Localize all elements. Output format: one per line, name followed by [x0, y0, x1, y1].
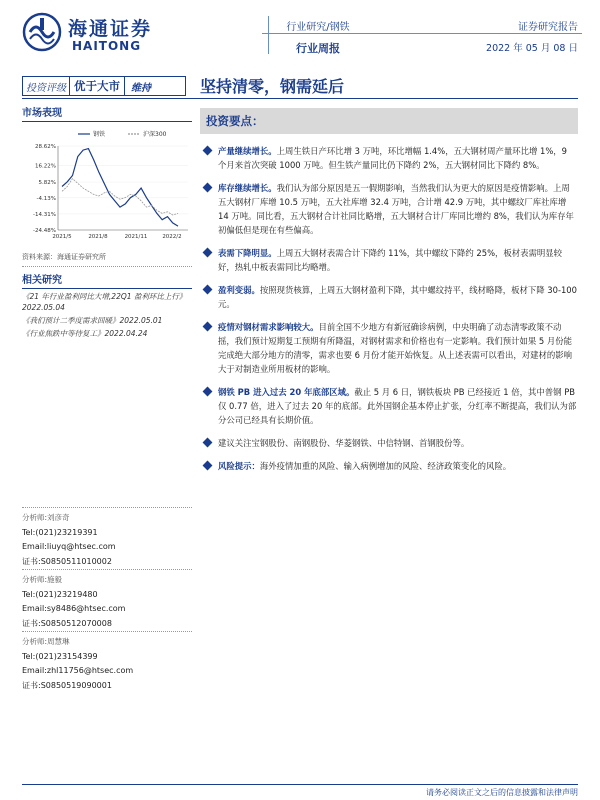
key-points-list: [200, 144, 578, 473]
key-point-text: 上周生铁日产环比增 3 万吨，环比增幅 1.4%，五大钢材周产量环比增 1%，9 个月来首次突破 1000 万吨。但生铁产量同比仍下降约 2%，五大钢材同比下降约 8%。: [218, 146, 567, 170]
key-point: [200, 320, 578, 376]
key-point-heading: 表需下降明显。: [218, 248, 277, 258]
key-point-text: 我们认为部分原因是五一假期影响，当然我们认为更大的原因是疫情影响。上周五大钢材厂库增 10.5 万吨，五大社库增 32.4 万吨，合计增 42.9 万吨，其中螺纹厂库社库增 14 万吨。同比看，五大钢材合计社同比略增，五大钢材合计厂库同比增约 8%，我们认为库存年初偏低但是现在有些偏高。: [218, 183, 574, 235]
bullet-diamond-icon: [203, 248, 213, 258]
key-point-heading: 库存继续增长。: [218, 183, 277, 193]
analyst-tel: Tel:(021)23219391: [22, 527, 98, 537]
key-point-heading: 钢铁 PB 进入过去 20 年底部区域。: [218, 387, 355, 397]
sidebar: [22, 104, 192, 693]
analyst-tel: Tel:(021)23154399: [22, 651, 98, 661]
series-line-steel: [62, 149, 178, 227]
analyst-email[interactable]: Email:liuyq@htsec.com: [22, 542, 116, 551]
rating-hold: 维持: [131, 82, 151, 94]
bullet-diamond-icon: [203, 285, 213, 295]
related-research: [22, 271, 192, 339]
key-point: [200, 459, 578, 473]
key-point-heading: 产量继续增长。: [218, 146, 277, 156]
report-category-label: 证券研究报告: [518, 22, 578, 33]
analyst-email[interactable]: Email:sy8486@htsec.com: [22, 604, 126, 613]
y-tick-label: 16.22%: [35, 163, 56, 170]
rating-value: 优于大市: [70, 77, 125, 95]
key-point: [200, 385, 578, 427]
analyst-cert: 证书:S0850512070008: [22, 618, 112, 628]
x-tick-label: 2021/8: [88, 234, 108, 240]
y-tick-label: -4.13%: [36, 195, 56, 202]
y-tick-label: 28.62%: [35, 144, 56, 150]
investment-rating-box: [22, 76, 186, 96]
market-section-title: 市场表现: [22, 104, 192, 122]
key-point: [200, 283, 578, 311]
analyst-cert: 证书:S0850519090001: [22, 680, 112, 690]
related-section-title: 相关研究: [22, 271, 192, 289]
report-header: [0, 0, 600, 72]
market-performance-chart: [22, 126, 192, 246]
bullet-diamond-icon: [203, 146, 213, 156]
legend-label: 沪深300: [143, 131, 167, 138]
y-tick-label: -14.31%: [33, 211, 56, 218]
logo-english-text: HAITONG: [72, 39, 142, 53]
y-tick-label: -24.48%: [33, 228, 56, 234]
y-tick-label: 5.82%: [38, 180, 56, 187]
company-logo: [22, 12, 182, 56]
bullet-diamond-icon: [203, 461, 213, 471]
bullet-diamond-icon: [203, 438, 213, 448]
related-item[interactable]: 《21 年行业盈利同比大增,22Q1 盈利环比上行》2022.05.04: [22, 292, 187, 312]
key-point-text: 按照现货核算，上周五大钢材盈利下降，其中螺纹持平，线材略降，板材下降 30-100 元。: [218, 285, 577, 309]
report-type-label: 行业周报: [296, 42, 340, 55]
title-rule: [22, 98, 578, 99]
analyst-block: [22, 507, 192, 569]
industry-label: 行业研究/钢铁: [286, 22, 350, 33]
analyst-name: 分析师:施毅: [22, 569, 192, 588]
key-point-heading: 风险提示：: [218, 461, 260, 471]
haitong-logo-icon: [22, 12, 62, 52]
analyst-tel: Tel:(021)23219480: [22, 589, 98, 599]
key-point-text: 建议关注宝钢股份、南钢股份、华菱钢铁、中信特钢、首钢股份等。: [218, 438, 470, 448]
disclaimer-footer[interactable]: 请务必阅读正文之后的信息披露和法律声明: [426, 788, 578, 797]
analyst-block: [22, 569, 192, 631]
header-rule: [262, 33, 582, 34]
bullet-diamond-icon: [203, 387, 213, 397]
analyst-cert: 证书:S0850511010002: [22, 556, 112, 566]
analyst-list: [22, 507, 192, 693]
key-points-heading: 投资要点：: [200, 108, 578, 134]
bullet-diamond-icon: [203, 183, 213, 193]
key-point-heading: 盈利变弱。: [218, 285, 260, 295]
key-point: [200, 436, 578, 450]
key-point-heading: 疫情对钢材需求影响较大。: [218, 322, 319, 332]
analyst-email[interactable]: Email:zhl11756@htsec.com: [22, 666, 134, 675]
bullet-diamond-icon: [203, 322, 213, 332]
x-tick-label: 2021/11: [124, 234, 148, 240]
key-point: [200, 144, 578, 172]
logo-chinese-text: 海通证券: [68, 18, 153, 40]
related-item[interactable]: 《我们预计二季度需求回暖》2022.05.01: [22, 316, 163, 325]
report-title: 坚持清零，钢需延后: [200, 77, 345, 96]
rating-label: 投资评级: [23, 77, 70, 95]
key-point: [200, 246, 578, 274]
key-point-text: 目前全国不少地方有新冠确诊病例，中央明确了动态清零政策不动摇，我们预计短期复工预期有所降温，对钢材需求和价格也有一定影响。我们预计如果 5 月份能完成绝大部分地方的清零，需求也要 6 月份才能开始恢复。从上述表需可以看出，对建材的影响大于对制造业所用板材的影响。: [218, 322, 573, 374]
x-tick-label: 2022/2: [162, 234, 182, 240]
footer-rule: [22, 784, 578, 785]
analyst-name: 分析师:周慧琳: [22, 631, 192, 650]
analyst-name: 分析师:刘彦奇: [22, 507, 192, 526]
market-chart: [22, 126, 192, 246]
chart-source: 资料来源：海通证券研究所: [22, 252, 192, 267]
x-tick-label: 2021/5: [52, 234, 72, 240]
key-point-text: 海外疫情加重的风险、输入病例增加的风险、经济政策变化的风险。: [259, 461, 512, 471]
analyst-block: [22, 631, 192, 693]
key-point-text: 截止 5 月 6 日，钢铁板块 PB 已经接近 1 倍，其中普钢 PB 仅 0.77 倍，进入了过去 20 年的底部。此外国钢企基本停止扩张，分红率不断提高，我们认为部分公司已经具有长期价值。: [218, 387, 577, 425]
main-content: [200, 108, 578, 482]
related-item[interactable]: 《行业焦跌中等待复工》2022.04.24: [22, 329, 148, 338]
key-point: [200, 181, 578, 237]
key-point-text: 上周五大钢材表需合计下降约 11%，其中螺纹下降约 25%，板材表需明显较好，热轧中板表需同比均略增。: [218, 248, 563, 272]
legend-label: 钢铁: [93, 131, 106, 138]
report-date: 2022 年 05 月 08 日: [486, 43, 578, 54]
series-line-hs300: [62, 179, 178, 215]
